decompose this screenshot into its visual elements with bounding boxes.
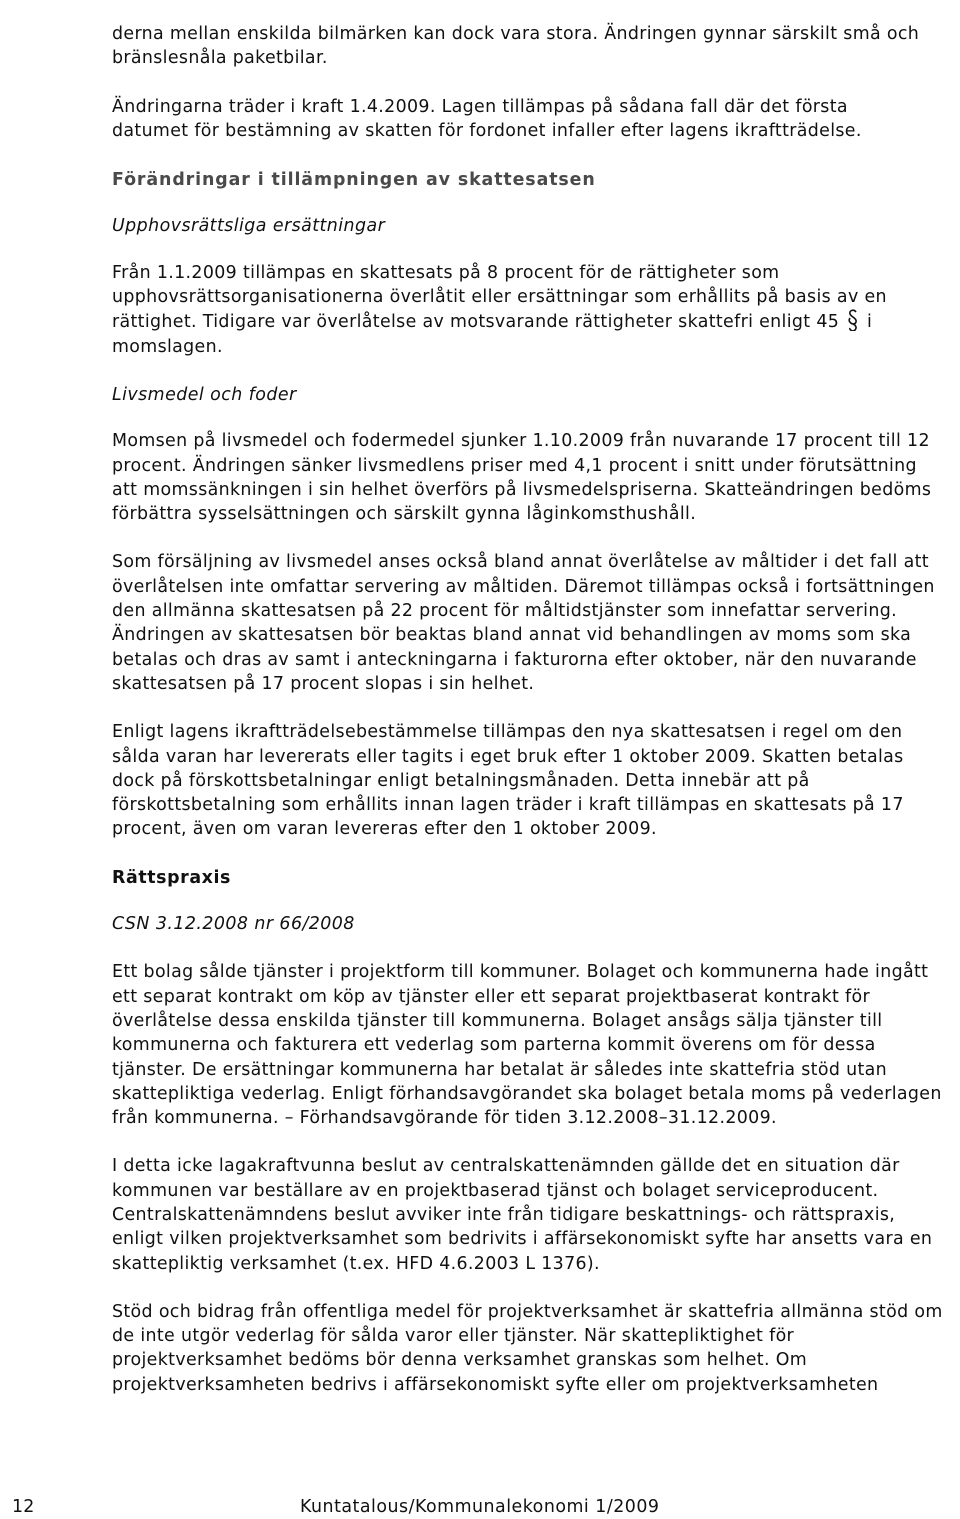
paragraph-copyright: Från 1.1.2009 tillämpas en skattesats på 8 procent för de rättigheter som upphovsrättsorganisationerna överlåtit eller ersättningar som erhållits på basis av en rättighet. Tidigare var överlåtelse av motsvarande rättigheter skattefri enligt 45 i momslagen. [112, 262, 887, 357]
heading-changes-tax-rate: Förändringar i tillämpningen av skattesatsen [112, 170, 596, 191]
paragraph-transition: Enligt lagens ikraftträdelsebestämmelse tillämpas den nya skattesatsen i regel om den sålda varan har levererats eller tagits i eget bruk efter 1 oktober 2009. Skatten betalas dock på förskottsbetalningar enligt betalningsmånaden. Detta innebär att på förskottsbetalning som erhållits innan lagen träder i kraft tillämpas en skattesats på 17 procent, även om varan levereras efter den 1 oktober 2009. [112, 722, 904, 840]
paragraph-food-vat: Momsen på livsmedel och fodermedel sjunker 1.10.2009 från nuvarande 17 procent till 12 procent. Ändringen sänker livsmedlens priser med 4,1 procent i snitt under förutsättning att momssänkningen i sin helhet överförs på livsmedelspriserna. Skatteändringen bedöms förbättra sysselsättningen och särskilt gynna låginkomsthushåll. [112, 431, 932, 525]
paragraph-effective-date: Ändringarna träder i kraft 1.4.2009. Lagen tillämpas på sådana fall där det första datumet för bestämning av skatten för fordonet infaller efter lagens ikraftträdelse. [112, 96, 862, 141]
paragraph-meals: Som försäljning av livsmedel anses också bland annat överlåtelse av måltider i det fall att överlåtelsen inte omfattar servering av måltiden. Däremot tillämpas också i fortsättningen den allmänna skattesatsen på 22 procent för måltidstjänster som innefattar servering. Ändringen av skattesatsen bör beaktas bland annat vid behandlingen av moms som ska betalas och dras av samt i anteckningarna i fakturorna efter oktober, när den nuvarande skattesatsen på 17 procent slopas i sin helhet. [112, 552, 935, 694]
heading-copyright-compensation: Upphovsrättsliga ersättningar [112, 216, 386, 237]
paragraph-case-summary: Ett bolag sålde tjänster i projektform till kommuner. Bolaget och kommunerna hade ingått ett separat kontrakt om köp av tjänster eller ett separat projektbaserat kontrakt för överlåtelse dessa enskilda tjänster till kommunerna. Bolaget ansågs sälja tjänster till kommunerna och fakturera ett vederlag som parterna kommit överens om för dessa tjänster. De ersättningar kommunerna har betalat är således inte skattefria stöd utan skattepliktiga vederlag. Enligt förhandsavgörandet ska bolaget betala moms på vederlagen från kommunerna. – Förhandsavgörande för tiden 3.12.2008–31.12.2009. [112, 962, 942, 1129]
heading-csn-decision: CSN 3.12.2008 nr 66/2008 [112, 914, 355, 935]
page-number: 12 [12, 1497, 35, 1517]
journal-name: Kuntatalous/Kommunalekonomi 1/2009 [300, 1497, 660, 1517]
section-sign-icon [847, 309, 859, 331]
heading-case-law: Rättspraxis [112, 867, 231, 888]
paragraph-case-comment: I detta icke lagakraftvunna beslut av centralskattenämnden gällde det en situation där kommunen var beställare av en projektbaserad tjänst och bolaget serviceproducent. Centralskattenämndens beslut avviker inte från tidigare beskattnings- och rättspraxis, enligt vilken projektverksamhet som bedrivits i affärsekonomiskt syfte har ansetts vara en skattepliktig verksamhet (t.ex. HFD 4.6.2003 L 1376). [112, 1156, 933, 1274]
paragraph-intro: derna mellan enskilda bilmärken kan dock vara stora. Ändringen gynnar särskilt små och bränslesnåla paketbilar. [112, 24, 920, 69]
document-page [112, 22, 950, 1397]
paragraph-public-funding: Stöd och bidrag från offentliga medel för projektverksamhet är skattefria allmänna stöd om de inte utgör vederlag för sålda varor eller tjänster. När skattepliktighet för projektverksamhet bedöms bör denna verksamhet granskas som helhet. Om projektverksamheten bedrivs i affärsekonomiskt syfte eller om projektverksamheten [112, 1301, 943, 1395]
heading-food-and-feed: Livsmedel och foder [112, 384, 297, 405]
